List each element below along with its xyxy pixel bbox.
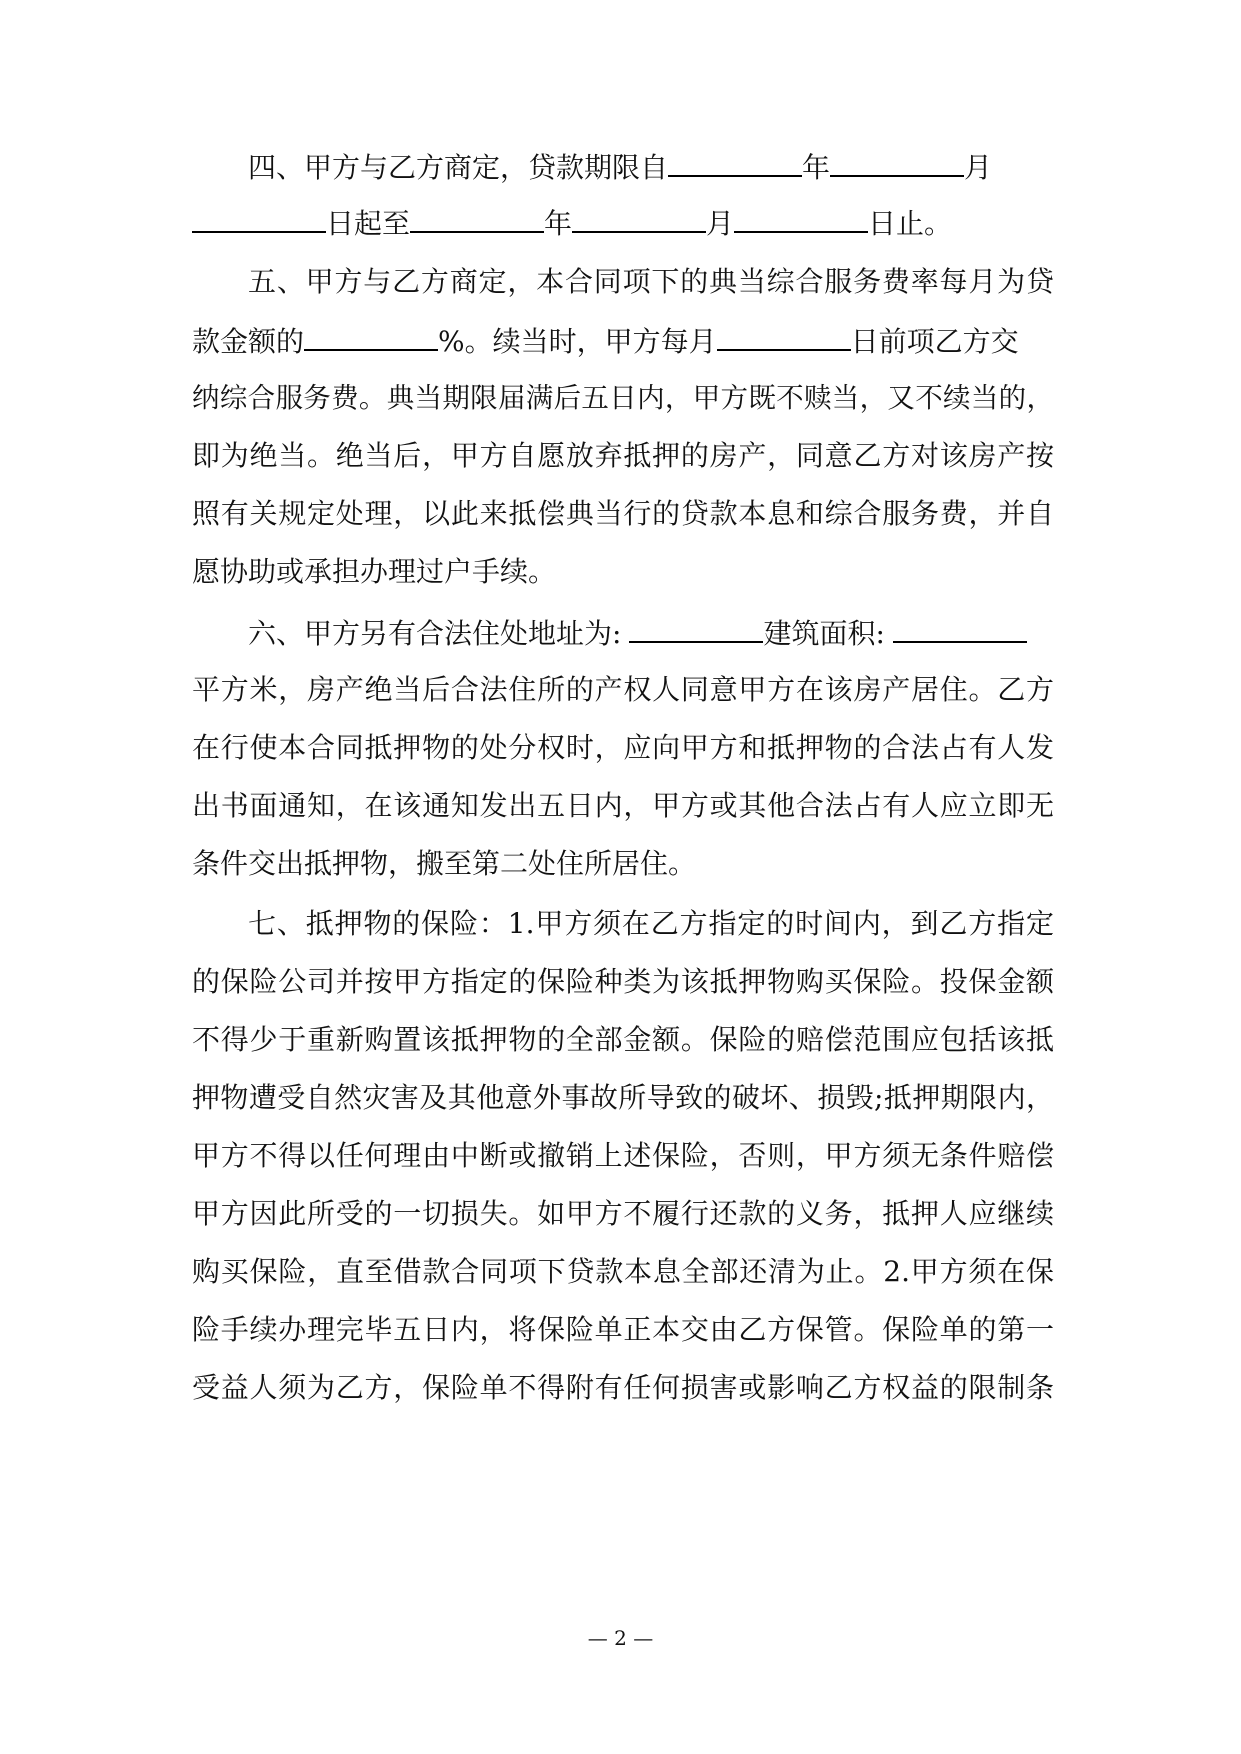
clause-6-line-4: 出书面通知，在该通知发出五日内，甲方或其他合法占有人应立即无: [192, 789, 1054, 822]
clause-4-text: 日止。: [868, 207, 953, 240]
clause-6-line-2: 平方米，房产绝当后合法住所的产权人同意甲方在该房产居住。乙方: [192, 673, 1054, 706]
clause-4-year-label: 年: [802, 151, 831, 184]
clause-6-text: 建筑面积:: [763, 617, 885, 650]
clause-7-line-2: 的保险公司并按甲方指定的保险种类为该抵押物购买保险。投保金额: [192, 965, 1054, 998]
clause-7-line-5: 甲方不得以任何理由中断或撤销上述保险，否则，甲方须无条件赔偿: [192, 1139, 1054, 1172]
page-number: — 2 —: [587, 1626, 654, 1650]
blank-fee-rate: [304, 320, 438, 351]
blank-end-year: [410, 202, 544, 233]
clause-4-text: 四、甲方与乙方商定，贷款期限自: [248, 151, 669, 184]
clause-7-line-9: 受益人须为乙方，保险单不得附有任何损害或影响乙方权益的限制条: [192, 1371, 1054, 1404]
clause-5-line-3: 纳综合服务费。典当期限届满后五日内，甲方既不赎当，又不续当的，: [192, 382, 1054, 414]
clause-7-line-3: 不得少于重新购置该抵押物的全部金额。保险的赔偿范围应包括该抵: [192, 1023, 1054, 1056]
clause-7-line-8: 险手续办理完毕五日内，将保险单正本交由乙方保管。保险单的第一: [192, 1313, 1054, 1346]
blank-end-month: [572, 202, 706, 233]
clause-5-line-5: 照有关规定处理，以此来抵偿典当行的贷款本息和综合服务费，并自: [192, 497, 1054, 530]
clause-7-line-7: 购买保险，直至借款合同项下贷款本息全部还清为止。2.甲方须在保: [192, 1255, 1054, 1288]
clause-5-line-2: [192, 320, 1054, 360]
blank-end-day: [734, 202, 868, 233]
clause-4-line-2: [192, 202, 1054, 242]
clause-4-month-label: 月: [706, 207, 735, 240]
clause-7-line-4: 押物遭受自然灾害及其他意外事故所导致的破坏、损毁;抵押期限内，: [192, 1081, 1054, 1114]
clause-6-text: 六、甲方另有合法住处地址为:: [248, 617, 622, 650]
blank-start-year: [668, 146, 802, 177]
clause-6-line-1: [248, 612, 1054, 652]
blank-address: [629, 612, 763, 643]
clause-5-text: 日前项乙方交: [850, 325, 1019, 358]
clause-4-line-1: [248, 146, 1054, 186]
clause-6-line-3: 在行使本合同抵押物的处分权时，应向甲方和抵押物的合法占有人发: [192, 731, 1054, 764]
clause-5-text: %。续当时，甲方每月: [438, 325, 717, 358]
blank-floor-area: [893, 612, 1027, 643]
clause-5-line-1: 五、甲方与乙方商定，本合同项下的典当综合服务费率每月为贷: [248, 265, 1054, 298]
clause-5-line-6: 愿协助或承担办理过户手续。: [192, 555, 557, 588]
clause-7-line-6: 甲方因此所受的一切损失。如甲方不履行还款的义务，抵押人应继续: [192, 1197, 1054, 1230]
clause-5-line-4: 即为绝当。绝当后，甲方自愿放弃抵押的房产，同意乙方对该房产按: [192, 439, 1054, 472]
blank-start-month: [830, 146, 964, 177]
clause-7-line-1: 七、抵押物的保险：1.甲方须在乙方指定的时间内，到乙方指定: [248, 907, 1054, 940]
clause-6-line-5: 条件交出抵押物，搬至第二处住所居住。: [192, 847, 697, 880]
blank-payment-day: [717, 320, 851, 351]
clause-4-text: 日起至: [326, 207, 411, 240]
clause-4-year-label: 年: [544, 207, 573, 240]
blank-start-day: [192, 202, 326, 233]
clause-4-month-label: 月: [964, 151, 993, 184]
clause-5-text: 款金额的: [192, 325, 305, 358]
